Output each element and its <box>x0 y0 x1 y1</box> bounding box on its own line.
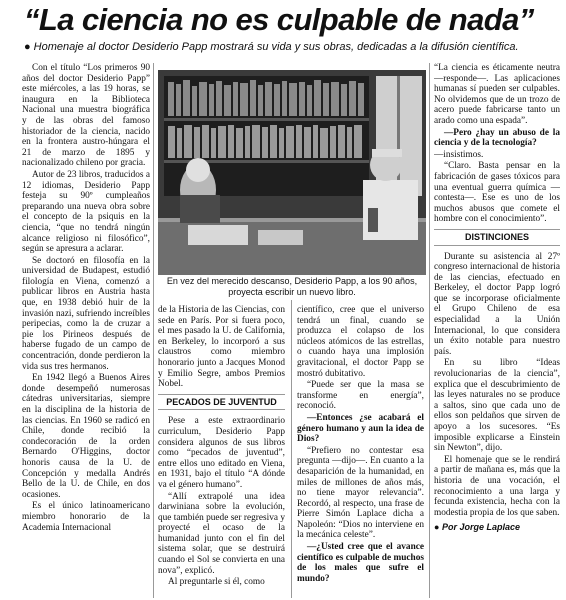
column-divider <box>429 63 430 598</box>
col4-paragraph: Durante su asistencia al 27º congreso internacional de historia de las ciencias, efectuado en Berkeley, el doctor Papp logró que se incorporase oficialmente el Grupo Chileno de esa especialidad a la Unión Internacional, lo que considera un éxito notable para nuestro país. <box>434 251 560 357</box>
col4-question: —Pero ¿hay un abuso de la ciencia y de la tecnología? <box>434 127 560 149</box>
section-heading-distinciones: DISTINCIONES <box>434 229 560 246</box>
deck-text: Homenaje al doctor Desiderio Papp mostrará su vida y sus obras, dedicadas a la difusión científica. <box>33 41 519 53</box>
col2-paragraph: de la Historia de las Ciencias, con sede en París. Por si fuera poco, el mes pasado la U. de California, en Berkeley, lo incorporó a sus claustros como miembro honorario junto a Jacques Monod y Emilio Segre, ambos Premios Nobel. <box>158 305 285 390</box>
col2-paragraph: “Allí extrapolé una idea darwiniana sobre la evolución, que también puede ser regresiva y proyecté el ocaso de la humanidad junto con el fin del sistema solar, que se destruirá cuando el Sol se convierta en una nova”, explicó. <box>158 491 285 576</box>
col3-question: —Entonces ¿se acabará el género humano y aun la idea de Dios? <box>297 412 424 445</box>
byline <box>434 522 560 533</box>
col1-paragraph: Con el título “Los primeros 90 años del doctor Desiderio Papp” este miércoles, a las 19 horas, se inaugura en la Biblioteca Nacional una muestra biográfica y de las obras del famoso historiador de la ciencia, nacido en la frontera austro-húngara el 21 de marzo de 1895 y nacionalizado chileno por gracia. <box>22 63 150 169</box>
col2-paragraph: Pese a este extraordinario curriculum, Desiderio Papp considera algunos de sus libros como “pecados de juventud”, entre ellos uno editado en Viena, en 1931, bajo el título “A dónde va el género humano”. <box>158 416 285 490</box>
col4-paragraph: “La ciencia es éticamente neutra —responde—. Las aplicaciones humanas sí pueden ser culpables. No olvidemos que de un trozo de acero puede fabricarse tanto un arado como una espada”. <box>434 63 560 126</box>
col1-paragraph: Se doctoró en filosofía en la universidad de Budapest, estudió filología en Viena, comenzó a publicar libros en Austria hasta que, en 1938 debió huir de la invasión nazi, sufriendo increíbles peripecias, como la de cruzar a pie los Pirineos después de haberse fugado de un campo de concentración, donde perdieron la vida sus tres hermanos. <box>22 255 150 372</box>
photo-desiderio-papp <box>158 70 426 275</box>
col4-paragraph: —insistimos. <box>434 149 484 160</box>
col2-paragraph: Al preguntarle si él, como <box>168 577 265 588</box>
col1-paragraph: Es el único latinoamericano miembro honorario de la Academia Internacional <box>22 501 150 533</box>
column-2 <box>158 305 285 600</box>
col3-paragraph: “Prefiero no contestar esa pregunta —dijo—. En cuanto a la desaparición de la humanidad, en miles de millones de años más, no tiene mayor relevancia”. Recordó, al respecto, una frase de Pierre Simón Laplace dicha a Napoleón: “Dios no interviene en la mecánica celeste”. <box>297 445 424 541</box>
photo-illustration <box>158 70 426 275</box>
col3-paragraph: científico, cree que el universo tendrá un final, cuando se produzca el colapso de los núcleos atómicos de las estrellas, o cuando haya una implosión gravitacional, el doctor Papp se mostró dubitativo. <box>297 305 424 379</box>
article-deck <box>24 41 564 53</box>
col1-paragraph: Autor de 23 libros, traducidos a 12 idiomas, Desiderio Papp festeja su 90º cumpleaños preparando una nueva obra sobre el concepto de la psiquis en la ciencia, “que no tendrá ningún alcance religioso ni filosófico”, según se apresura a aclarar. <box>22 169 150 255</box>
section-heading-pecados: PECADOS DE JUVENTUD <box>158 394 285 411</box>
col4-paragraph: En su libro “Ideas revolucionarias de la ciencia”, explica que el descubrimiento de las leyes naturales no se produce a saltos, sino que cada uno de ellos son peldaños que sirven de apoyo a los sucesores. “Es imposible explicarse a Einstein sin Newton”, dijo. <box>434 358 560 454</box>
col4-paragraph: El homenaje que se le rendirá a partir de mañana es, más que la historia de una vocación, el reconocimiento a una larga y fecunda existencia, hecha con la modestia propia de los que saben. <box>434 454 560 518</box>
column-1 <box>22 63 150 600</box>
deck-bullet: ● <box>24 41 31 53</box>
column-divider <box>153 63 154 598</box>
col3-question: —¿Usted cree que el avance científico es culpable de muchos de los males que sufre el mundo? <box>297 542 424 584</box>
column-divider <box>291 300 292 598</box>
article-headline: “La ciencia no es culpable de nada” <box>24 2 534 37</box>
byline-bullet: ● <box>434 522 440 533</box>
col1-paragraph: En 1942 llegó a Buenos Aires donde desempeñó numerosas cátedras universitarias, siempre en la disciplina de la historia de las ciencias. En 1960 se radicó en Chile, donde recibió la condecoración de la orden Bernardo O'Higgins, doctor honoris causa de la U. de Concepción y medalla Andrés Bello de la U. de Chile, en dos ocasiones. <box>22 373 150 500</box>
col4-paragraph: “Claro. Basta pensar en la fabricación de gases tóxicos para una eventual guerra química —contesta—. Ese es uno de los muchos abusos que comete el hombre con el conocimiento”. <box>434 161 560 225</box>
col3-paragraph: “Puede ser que la masa se transforme en energía”, reconoció. <box>297 380 424 412</box>
column-4 <box>434 63 560 600</box>
column-3 <box>297 305 424 600</box>
photo-caption: En vez del merecido descanso, Desiderio Papp, a los 90 años, proyecta escribir un nuevo libro. <box>166 276 418 297</box>
byline-text: Por Jorge Laplace <box>441 522 520 533</box>
